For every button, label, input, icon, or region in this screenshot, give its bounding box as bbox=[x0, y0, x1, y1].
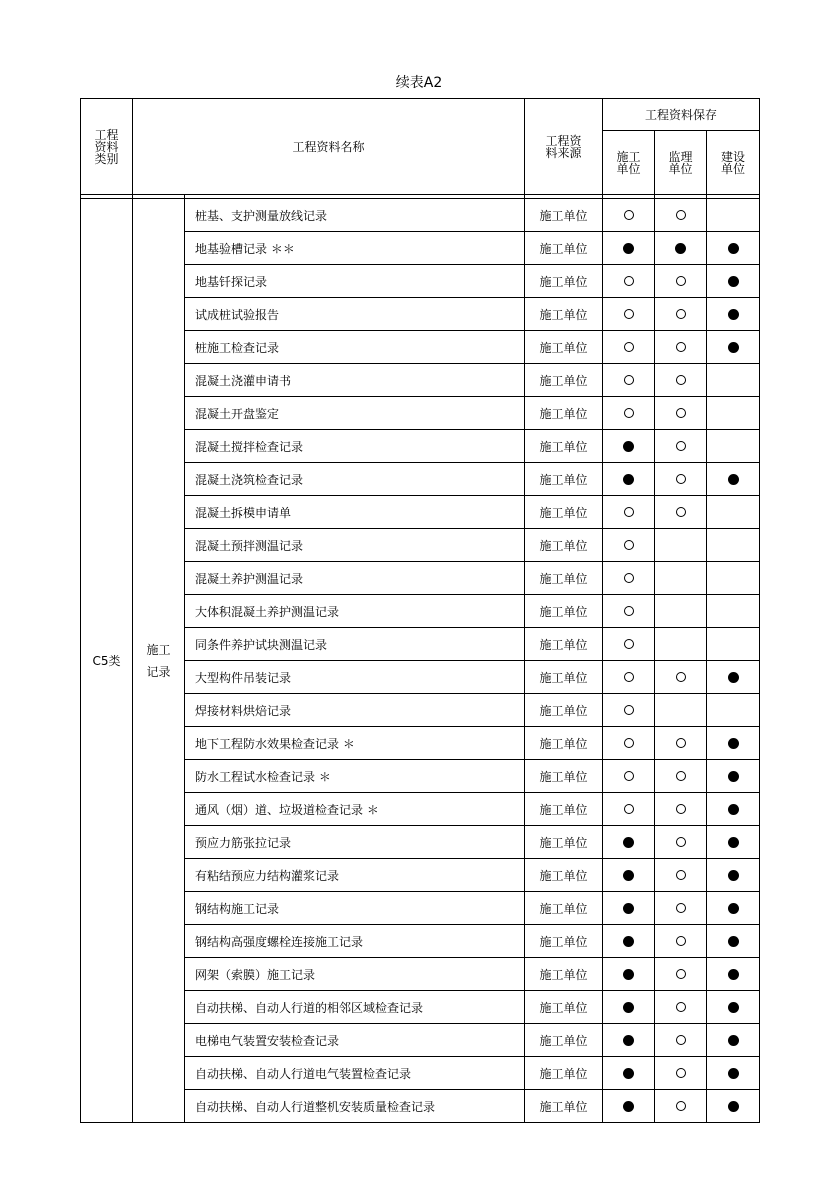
storage-cell bbox=[707, 958, 760, 991]
storage-cell bbox=[655, 397, 707, 430]
storage-cell bbox=[655, 1090, 707, 1123]
filled-circle-icon bbox=[623, 1002, 634, 1013]
hollow-circle-icon bbox=[624, 639, 634, 649]
record-name: 自动扶梯、自动人行道整机安装质量检查记录 bbox=[185, 1090, 525, 1123]
storage-cell bbox=[603, 958, 655, 991]
storage-cell bbox=[603, 925, 655, 958]
record-source: 施工单位 bbox=[525, 727, 603, 760]
storage-cell bbox=[655, 463, 707, 496]
storage-cell bbox=[655, 562, 707, 595]
record-source: 施工单位 bbox=[525, 925, 603, 958]
filled-circle-icon bbox=[728, 738, 739, 749]
record-source: 施工单位 bbox=[525, 397, 603, 430]
storage-cell bbox=[707, 496, 760, 529]
record-name: 混凝土浇筑检查记录 bbox=[185, 463, 525, 496]
record-name: 同条件养护试块测温记录 bbox=[185, 628, 525, 661]
header-name: 工程资料名称 bbox=[133, 99, 525, 195]
storage-cell bbox=[603, 793, 655, 826]
storage-cell bbox=[655, 628, 707, 661]
filled-circle-icon bbox=[623, 243, 634, 254]
record-name: 混凝土搅拌检查记录 bbox=[185, 430, 525, 463]
record-source: 施工单位 bbox=[525, 793, 603, 826]
storage-cell bbox=[655, 331, 707, 364]
record-source: 施工单位 bbox=[525, 199, 603, 232]
record-source: 施工单位 bbox=[525, 991, 603, 1024]
storage-cell bbox=[603, 562, 655, 595]
header-storage: 工程资料保存 bbox=[603, 99, 760, 131]
storage-cell bbox=[707, 1024, 760, 1057]
record-name: 混凝土养护测温记录 bbox=[185, 562, 525, 595]
record-source: 施工单位 bbox=[525, 562, 603, 595]
hollow-circle-icon bbox=[624, 705, 634, 715]
storage-cell bbox=[655, 298, 707, 331]
hollow-circle-icon bbox=[676, 408, 686, 418]
hollow-circle-icon bbox=[676, 936, 686, 946]
header-construction-unit: 施工 单位 bbox=[603, 131, 655, 195]
filled-circle-icon bbox=[728, 276, 739, 287]
record-source: 施工单位 bbox=[525, 232, 603, 265]
hollow-circle-icon bbox=[676, 1068, 686, 1078]
storage-cell bbox=[707, 859, 760, 892]
record-source: 施工单位 bbox=[525, 859, 603, 892]
storage-cell bbox=[655, 925, 707, 958]
record-name: 地基钎探记录 bbox=[185, 265, 525, 298]
hollow-circle-icon bbox=[676, 507, 686, 517]
storage-cell bbox=[603, 331, 655, 364]
record-name: 自动扶梯、自动人行道的相邻区域检查记录 bbox=[185, 991, 525, 1024]
storage-cell bbox=[655, 892, 707, 925]
record-source: 施工单位 bbox=[525, 661, 603, 694]
record-name: 通风（烟）道、垃圾道检查记录 ＊ bbox=[185, 793, 525, 826]
storage-cell bbox=[603, 232, 655, 265]
filled-circle-icon bbox=[675, 243, 686, 254]
record-source: 施工单位 bbox=[525, 529, 603, 562]
record-name: 防水工程试水检查记录 ＊ bbox=[185, 760, 525, 793]
hollow-circle-icon bbox=[624, 804, 634, 814]
filled-circle-icon bbox=[728, 936, 739, 947]
storage-cell bbox=[603, 892, 655, 925]
storage-cell bbox=[603, 1024, 655, 1057]
record-source: 施工单位 bbox=[525, 463, 603, 496]
storage-cell bbox=[603, 661, 655, 694]
record-name: 网架（索膜）施工记录 bbox=[185, 958, 525, 991]
filled-circle-icon bbox=[623, 903, 634, 914]
storage-cell bbox=[603, 760, 655, 793]
hollow-circle-icon bbox=[676, 837, 686, 847]
storage-cell bbox=[707, 661, 760, 694]
hollow-circle-icon bbox=[676, 1035, 686, 1045]
record-name: 钢结构高强度螺栓连接施工记录 bbox=[185, 925, 525, 958]
filled-circle-icon bbox=[623, 1101, 634, 1112]
filled-circle-icon bbox=[728, 672, 739, 683]
record-source: 施工单位 bbox=[525, 298, 603, 331]
storage-cell bbox=[603, 694, 655, 727]
hollow-circle-icon bbox=[624, 375, 634, 385]
storage-cell bbox=[603, 727, 655, 760]
record-source: 施工单位 bbox=[525, 628, 603, 661]
storage-cell bbox=[655, 1057, 707, 1090]
storage-cell bbox=[655, 199, 707, 232]
storage-cell bbox=[655, 265, 707, 298]
storage-cell bbox=[707, 364, 760, 397]
record-source: 施工单位 bbox=[525, 364, 603, 397]
filled-circle-icon bbox=[623, 1068, 634, 1079]
filled-circle-icon bbox=[623, 837, 634, 848]
filled-circle-icon bbox=[728, 969, 739, 980]
record-name: 混凝土浇灌申请书 bbox=[185, 364, 525, 397]
storage-cell bbox=[707, 793, 760, 826]
filled-circle-icon bbox=[728, 1035, 739, 1046]
subcategory-cell bbox=[133, 199, 185, 1123]
record-name: 自动扶梯、自动人行道电气装置检查记录 bbox=[185, 1057, 525, 1090]
storage-cell bbox=[603, 529, 655, 562]
storage-cell bbox=[707, 694, 760, 727]
hollow-circle-icon bbox=[676, 375, 686, 385]
header-owner-unit: 建设 单位 bbox=[707, 131, 760, 195]
record-name: 电梯电气装置安装检查记录 bbox=[185, 1024, 525, 1057]
hollow-circle-icon bbox=[676, 804, 686, 814]
hollow-circle-icon bbox=[624, 507, 634, 517]
record-name: 混凝土开盘鉴定 bbox=[185, 397, 525, 430]
filled-circle-icon bbox=[728, 1101, 739, 1112]
storage-cell bbox=[603, 991, 655, 1024]
record-name: 试成桩试验报告 bbox=[185, 298, 525, 331]
category-cell: C5类 bbox=[81, 199, 133, 1123]
hollow-circle-icon bbox=[676, 903, 686, 913]
storage-cell bbox=[655, 793, 707, 826]
record-name: 混凝土预拌测温记录 bbox=[185, 529, 525, 562]
record-name: 桩基、支护测量放线记录 bbox=[185, 199, 525, 232]
record-name: 地下工程防水效果检查记录 ＊ bbox=[185, 727, 525, 760]
filled-circle-icon bbox=[728, 243, 739, 254]
storage-cell bbox=[603, 1090, 655, 1123]
storage-cell bbox=[655, 760, 707, 793]
storage-cell bbox=[707, 298, 760, 331]
hollow-circle-icon bbox=[676, 342, 686, 352]
hollow-circle-icon bbox=[676, 309, 686, 319]
storage-cell bbox=[655, 595, 707, 628]
storage-cell bbox=[603, 397, 655, 430]
filled-circle-icon bbox=[623, 936, 634, 947]
record-source: 施工单位 bbox=[525, 496, 603, 529]
storage-cell bbox=[707, 892, 760, 925]
storage-cell bbox=[707, 397, 760, 430]
filled-circle-icon bbox=[623, 870, 634, 881]
filled-circle-icon bbox=[728, 1002, 739, 1013]
storage-cell bbox=[603, 199, 655, 232]
hollow-circle-icon bbox=[624, 606, 634, 616]
hollow-circle-icon bbox=[676, 672, 686, 682]
storage-cell bbox=[655, 859, 707, 892]
hollow-circle-icon bbox=[676, 1002, 686, 1012]
storage-cell bbox=[655, 430, 707, 463]
storage-cell bbox=[603, 364, 655, 397]
hollow-circle-icon bbox=[676, 1101, 686, 1111]
subcategory-label: 施工 记录 bbox=[146, 642, 171, 679]
record-source: 施工单位 bbox=[525, 265, 603, 298]
storage-cell bbox=[707, 1057, 760, 1090]
storage-cell bbox=[707, 991, 760, 1024]
header-source: 工程资 料来源 bbox=[525, 99, 603, 195]
record-name: 预应力筋张拉记录 bbox=[185, 826, 525, 859]
hollow-circle-icon bbox=[624, 342, 634, 352]
record-source: 施工单位 bbox=[525, 760, 603, 793]
storage-cell bbox=[655, 496, 707, 529]
hollow-circle-icon bbox=[676, 771, 686, 781]
hollow-circle-icon bbox=[624, 540, 634, 550]
storage-cell bbox=[655, 1024, 707, 1057]
storage-cell bbox=[655, 826, 707, 859]
hollow-circle-icon bbox=[624, 738, 634, 748]
storage-cell bbox=[707, 232, 760, 265]
record-source: 施工单位 bbox=[525, 1024, 603, 1057]
hollow-circle-icon bbox=[676, 276, 686, 286]
filled-circle-icon bbox=[728, 870, 739, 881]
record-name: 钢结构施工记录 bbox=[185, 892, 525, 925]
storage-cell bbox=[655, 727, 707, 760]
storage-cell bbox=[707, 727, 760, 760]
header-category: 工程 资料 类别 bbox=[81, 99, 133, 195]
filled-circle-icon bbox=[728, 474, 739, 485]
storage-cell bbox=[707, 628, 760, 661]
filled-circle-icon bbox=[728, 1068, 739, 1079]
filled-circle-icon bbox=[623, 969, 634, 980]
record-name: 有粘结预应力结构灌浆记录 bbox=[185, 859, 525, 892]
storage-cell bbox=[655, 694, 707, 727]
storage-cell bbox=[603, 463, 655, 496]
storage-cell bbox=[655, 991, 707, 1024]
filled-circle-icon bbox=[623, 1035, 634, 1046]
storage-cell bbox=[707, 265, 760, 298]
filled-circle-icon bbox=[728, 804, 739, 815]
storage-cell bbox=[655, 364, 707, 397]
filled-circle-icon bbox=[728, 903, 739, 914]
filled-circle-icon bbox=[728, 309, 739, 320]
storage-cell bbox=[707, 463, 760, 496]
storage-cell bbox=[603, 826, 655, 859]
storage-cell bbox=[707, 826, 760, 859]
record-source: 施工单位 bbox=[525, 1090, 603, 1123]
storage-cell bbox=[603, 859, 655, 892]
record-name: 焊接材料烘焙记录 bbox=[185, 694, 525, 727]
storage-cell bbox=[707, 595, 760, 628]
record-name: 大型构件吊装记录 bbox=[185, 661, 525, 694]
filled-circle-icon bbox=[728, 771, 739, 782]
hollow-circle-icon bbox=[676, 210, 686, 220]
records-table bbox=[80, 98, 760, 1123]
record-source: 施工单位 bbox=[525, 430, 603, 463]
filled-circle-icon bbox=[623, 474, 634, 485]
storage-cell bbox=[603, 298, 655, 331]
record-name: 混凝土拆模申请单 bbox=[185, 496, 525, 529]
storage-cell bbox=[603, 1057, 655, 1090]
storage-cell bbox=[603, 430, 655, 463]
record-name: 桩施工检查记录 bbox=[185, 331, 525, 364]
storage-cell bbox=[655, 958, 707, 991]
storage-cell bbox=[707, 760, 760, 793]
hollow-circle-icon bbox=[624, 573, 634, 583]
hollow-circle-icon bbox=[676, 474, 686, 484]
hollow-circle-icon bbox=[624, 672, 634, 682]
record-source: 施工单位 bbox=[525, 595, 603, 628]
storage-cell bbox=[707, 199, 760, 232]
hollow-circle-icon bbox=[676, 441, 686, 451]
table-row bbox=[81, 199, 760, 232]
hollow-circle-icon bbox=[676, 870, 686, 880]
storage-cell bbox=[603, 496, 655, 529]
hollow-circle-icon bbox=[624, 276, 634, 286]
storage-cell bbox=[707, 925, 760, 958]
record-source: 施工单位 bbox=[525, 826, 603, 859]
hollow-circle-icon bbox=[676, 738, 686, 748]
record-source: 施工单位 bbox=[525, 331, 603, 364]
hollow-circle-icon bbox=[624, 771, 634, 781]
table-title: 续表A2 bbox=[395, 75, 443, 91]
header-supervision-unit: 监理 单位 bbox=[655, 131, 707, 195]
record-source: 施工单位 bbox=[525, 892, 603, 925]
storage-cell bbox=[707, 562, 760, 595]
storage-cell bbox=[707, 529, 760, 562]
storage-cell bbox=[707, 430, 760, 463]
storage-cell bbox=[603, 265, 655, 298]
storage-cell bbox=[707, 331, 760, 364]
storage-cell bbox=[655, 232, 707, 265]
record-source: 施工单位 bbox=[525, 1057, 603, 1090]
storage-cell bbox=[707, 1090, 760, 1123]
hollow-circle-icon bbox=[676, 969, 686, 979]
storage-cell bbox=[655, 529, 707, 562]
hollow-circle-icon bbox=[624, 309, 634, 319]
filled-circle-icon bbox=[623, 441, 634, 452]
record-source: 施工单位 bbox=[525, 694, 603, 727]
storage-cell bbox=[655, 661, 707, 694]
filled-circle-icon bbox=[728, 342, 739, 353]
record-name: 大体积混凝土养护测温记录 bbox=[185, 595, 525, 628]
storage-cell bbox=[603, 595, 655, 628]
filled-circle-icon bbox=[728, 837, 739, 848]
storage-cell bbox=[603, 628, 655, 661]
record-name: 地基验槽记录 ＊＊ bbox=[185, 232, 525, 265]
hollow-circle-icon bbox=[624, 210, 634, 220]
hollow-circle-icon bbox=[624, 408, 634, 418]
record-source: 施工单位 bbox=[525, 958, 603, 991]
